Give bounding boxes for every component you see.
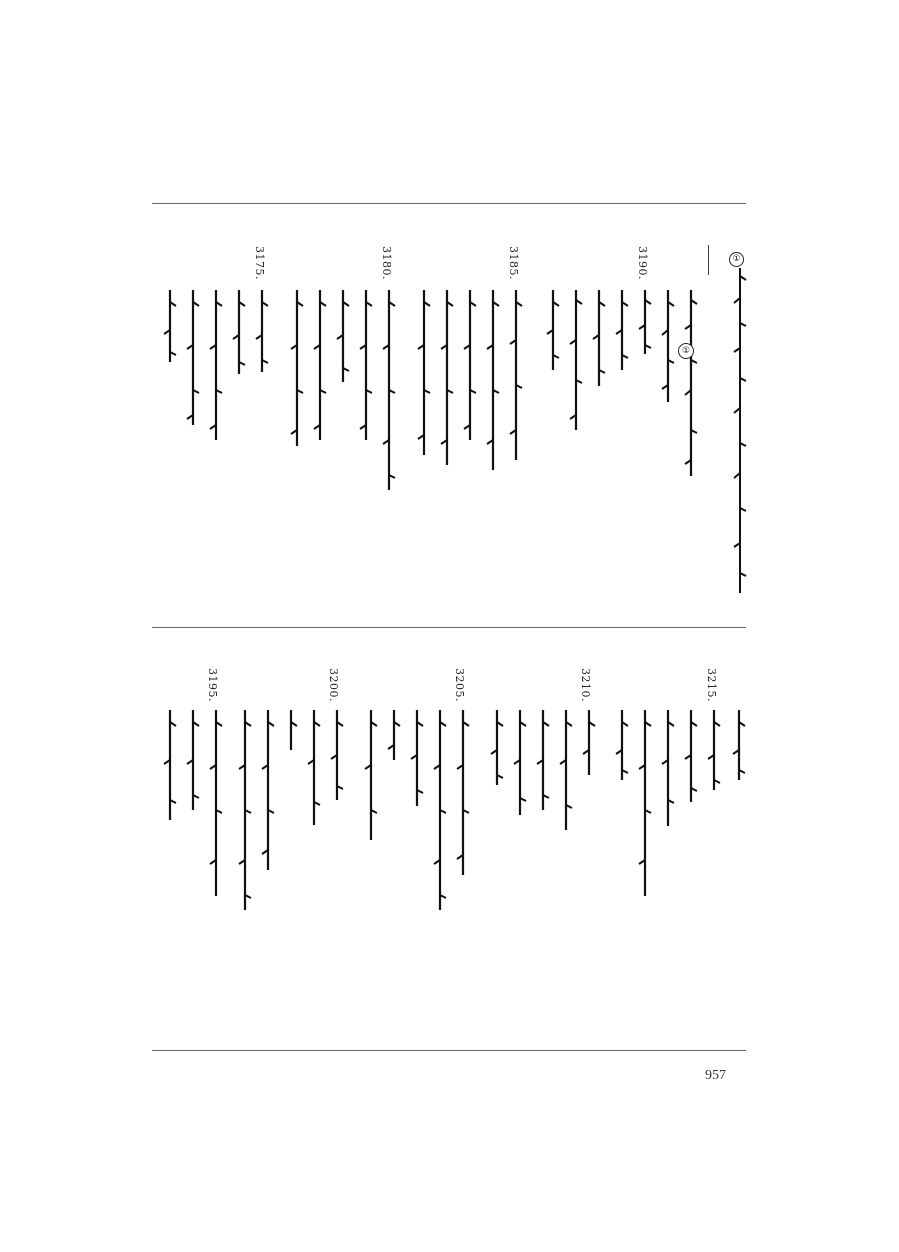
upper-script-column-18 <box>251 290 273 372</box>
footnote-separator <box>708 245 709 275</box>
upper-script-column-11 <box>436 290 458 465</box>
lower-script-column-13 <box>429 710 451 910</box>
lower-script-column-4 <box>657 710 679 826</box>
lower-script-column-16 <box>360 710 382 840</box>
lower-script-column-3 <box>680 710 702 802</box>
lower-script-column-1 <box>728 710 750 780</box>
lower-script-column-22 <box>205 710 227 896</box>
footnote <box>729 246 744 267</box>
lower-script-column-6 <box>611 710 633 780</box>
upper-script-column-4 <box>611 290 633 370</box>
lower-script-column-2 <box>703 710 725 790</box>
footnote-text-script <box>729 268 751 593</box>
line-number: 3185. <box>507 246 520 280</box>
line-number: 3175. <box>253 246 266 280</box>
upper-script-column-16 <box>309 290 331 440</box>
upper-script-column-17 <box>286 290 308 446</box>
lower-script-column-7 <box>578 710 600 775</box>
lower-script-column-21 <box>234 710 256 910</box>
footnote-reference: ① <box>678 343 694 359</box>
upper-script-column-10 <box>459 290 481 440</box>
upper-script-column-20 <box>205 290 227 440</box>
lower-script-column-19 <box>280 710 302 750</box>
line-number: 3215. <box>705 668 718 702</box>
line-number: 3190. <box>636 246 649 280</box>
upper-script-column-2 <box>657 290 679 402</box>
lower-script-column-23 <box>182 710 204 810</box>
line-number: 3205. <box>453 668 466 702</box>
lower-script-column-24 <box>159 710 181 820</box>
upper-script-column-3 <box>634 290 656 354</box>
line-number: 3180. <box>380 246 393 280</box>
upper-script-column-13 <box>378 290 400 490</box>
lower-script-column-11 <box>486 710 508 785</box>
lower-script-column-14 <box>406 710 428 806</box>
upper-script-column-12 <box>413 290 435 455</box>
upper-script-column-22 <box>159 290 181 362</box>
lower-script-column-18 <box>303 710 325 825</box>
line-number: 3200. <box>327 668 340 702</box>
footnote-marker: ① <box>729 252 744 267</box>
lower-script-column-8 <box>555 710 577 830</box>
upper-script-column-1 <box>680 290 702 476</box>
top-rule <box>152 203 746 204</box>
lower-script-column-15 <box>383 710 405 760</box>
upper-script-column-7 <box>542 290 564 370</box>
middle-rule <box>152 627 746 628</box>
lower-script-column-9 <box>532 710 554 810</box>
lower-script-column-10 <box>509 710 531 815</box>
upper-script-column-15 <box>332 290 354 382</box>
upper-script-column-21 <box>182 290 204 425</box>
line-number: 3210. <box>579 668 592 702</box>
page-number: 957 <box>705 1068 726 1083</box>
lower-script-column-12 <box>452 710 474 875</box>
lower-script-column-17 <box>326 710 348 800</box>
lower-script-column-20 <box>257 710 279 870</box>
lower-script-column-5 <box>634 710 656 896</box>
upper-script-column-14 <box>355 290 377 440</box>
upper-script-column-8 <box>505 290 527 460</box>
upper-script-column-5 <box>588 290 610 386</box>
upper-script-column-19 <box>228 290 250 374</box>
upper-script-column-9 <box>482 290 504 470</box>
bottom-rule <box>152 1050 746 1051</box>
upper-script-column-6 <box>565 290 587 430</box>
line-number: 3195. <box>206 668 219 702</box>
